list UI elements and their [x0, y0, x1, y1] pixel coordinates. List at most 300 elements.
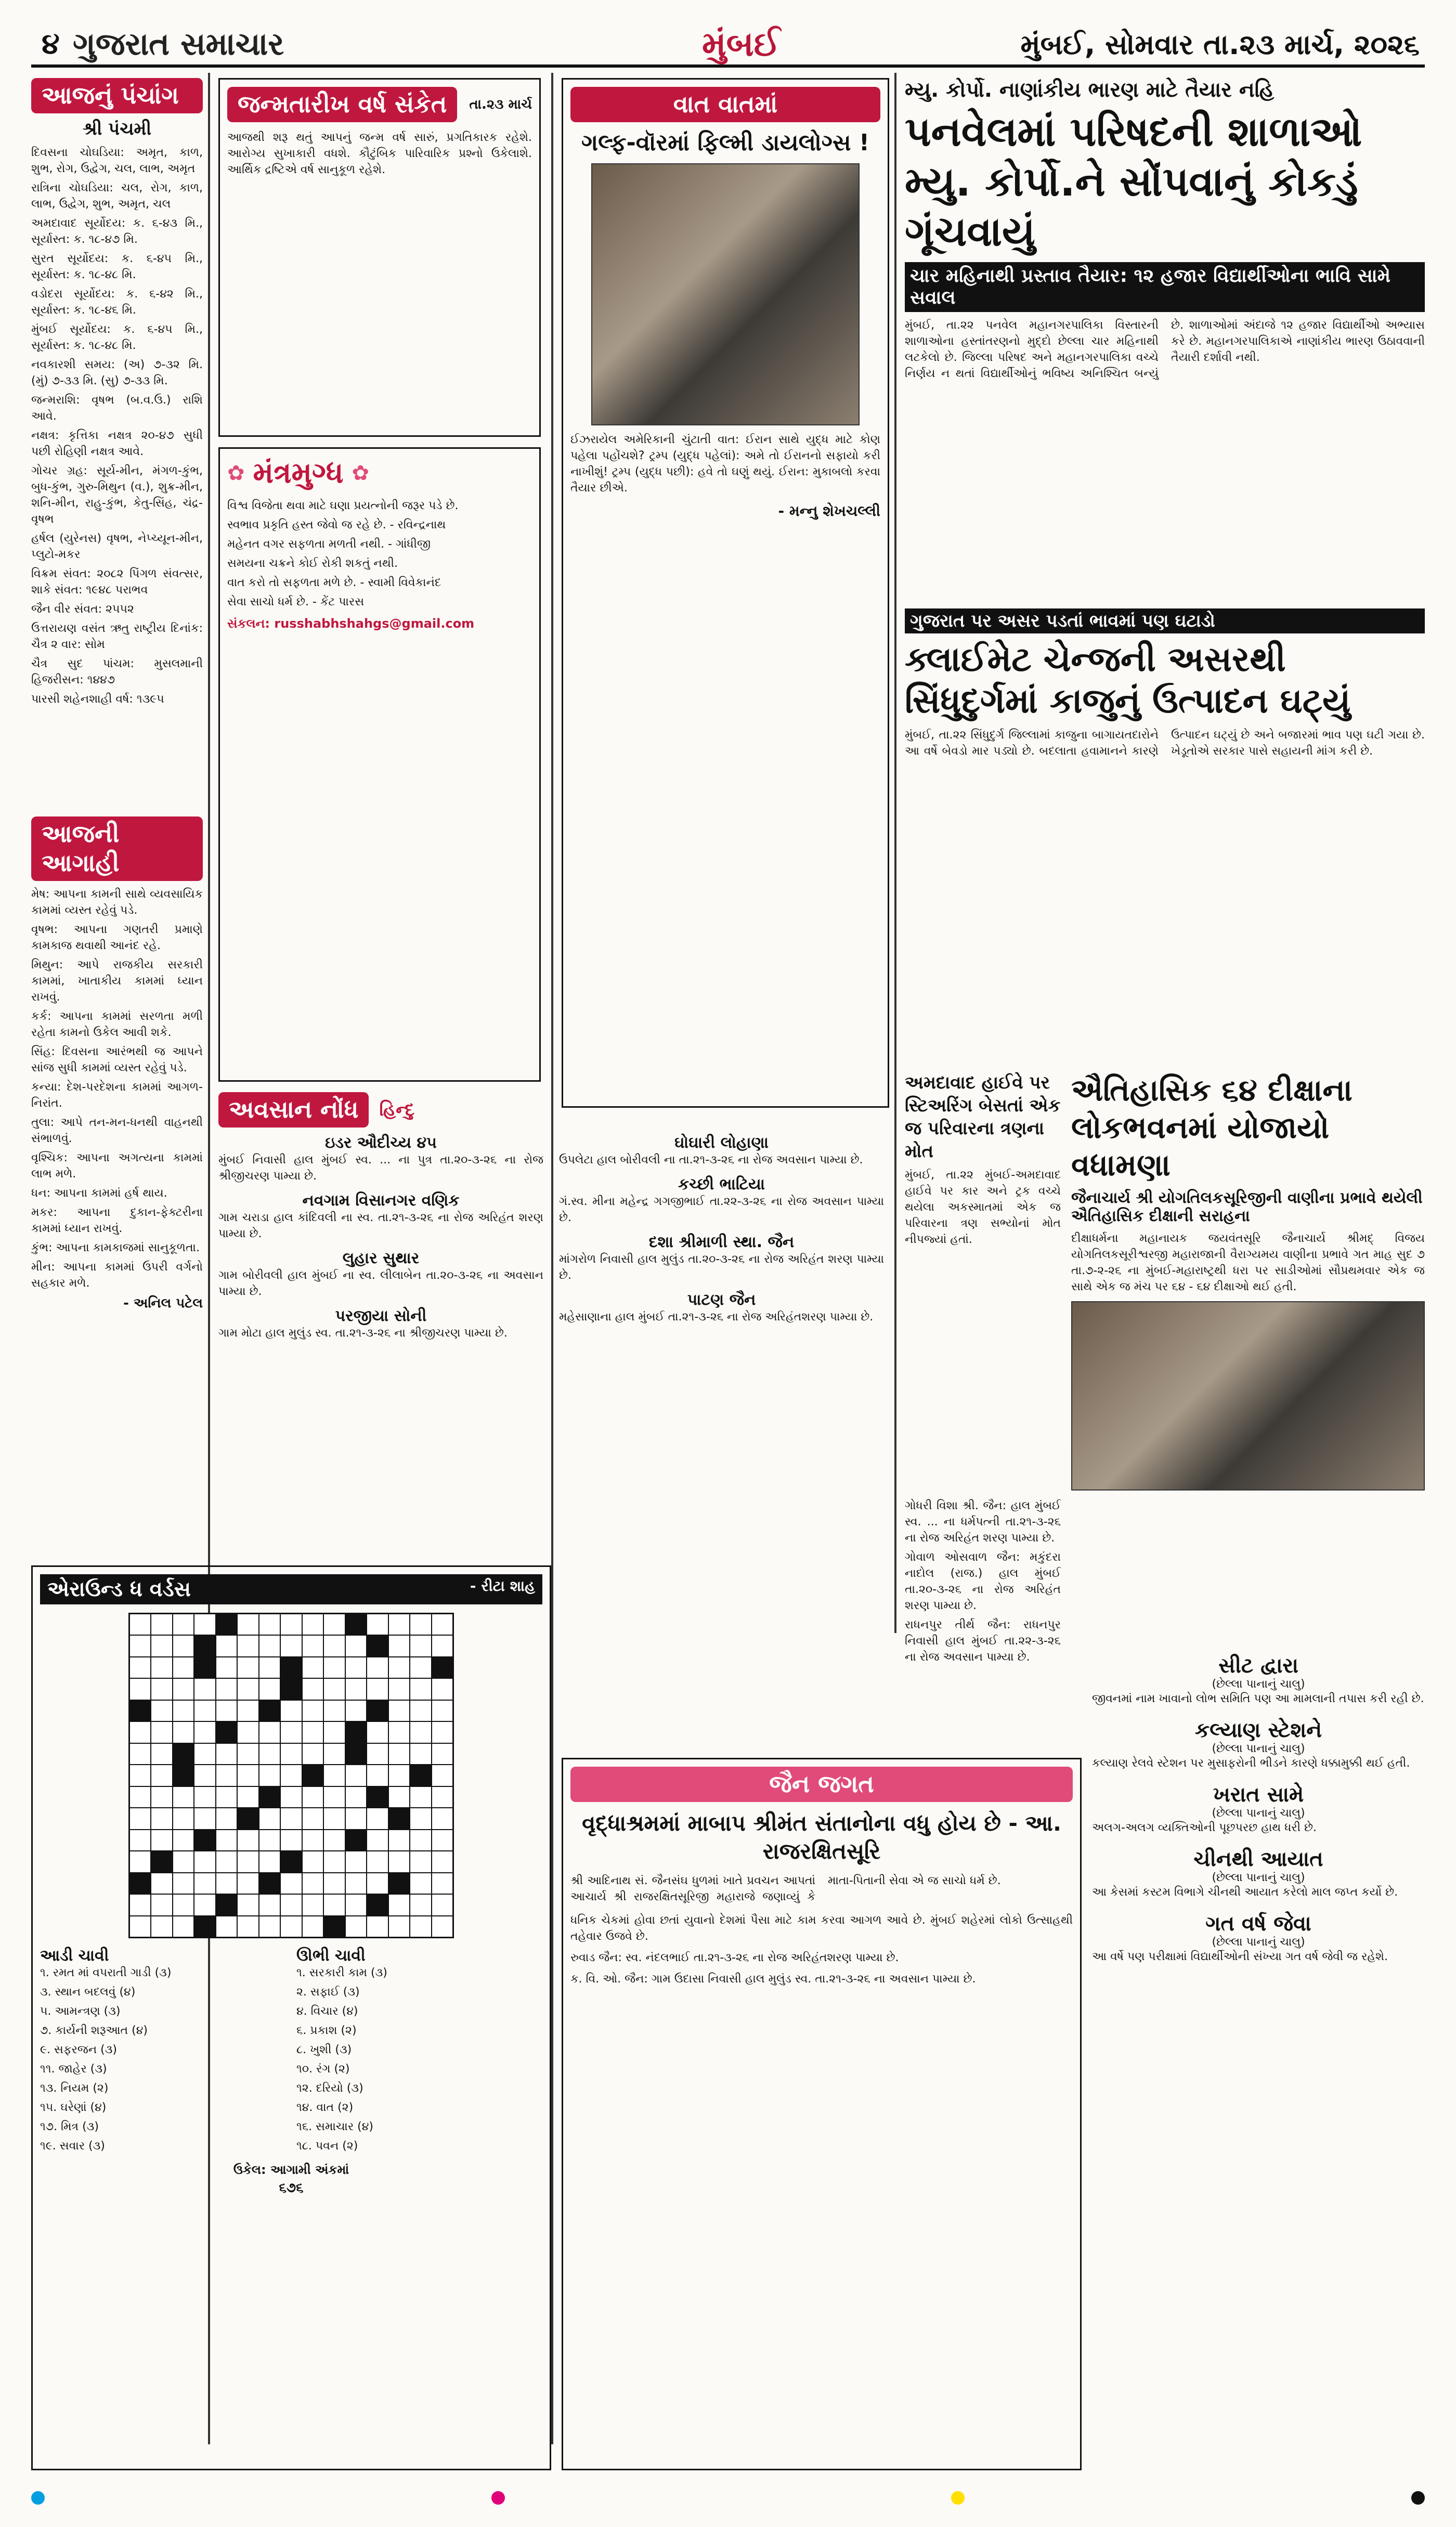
crossword-cell	[130, 1787, 150, 1807]
text-line: વાત કરો તો સફળતા મળે છે. - સ્વામી વિવેકાનંદ	[227, 576, 441, 589]
date-line: મુંબઈ, સોમવાર તા.૨૩ માર્ચ, ૨૦૨૬	[1020, 28, 1420, 61]
down-list	[296, 1965, 542, 2154]
short-stories-list	[1092, 1654, 1425, 1965]
crossword-block-cell	[130, 1701, 150, 1721]
crossword-cell	[281, 1701, 301, 1721]
crossword-cell	[303, 1636, 323, 1656]
main-story	[905, 78, 1425, 598]
crossword-cell	[346, 1657, 366, 1678]
birthday-section	[218, 78, 541, 437]
chitchat-text: ઈઝરાયેલ અમેરિકાની ચુંટાતી વાત: ઈરાન સાથે યુદ્ધ માટે કોણ પહેલા પહોંચશે? ટ્રમ્પ (યુદ્ધ પહેલાં): અમે તો ઈરાનનો સફાયો કરી નાખીશું! ટ્રમ્પ (યુદ્ધ પછી): હવે તો ઘણું થયું. ઈરાન: મુકાબલો કરવા તૈયાર છીએ.	[570, 433, 880, 495]
panchang-section	[31, 78, 203, 806]
obituary-text: ઉપલેટા હાલ બોરીવલી ના તા.૨૧-૩-૨૬ ના રોજ અવસાન પામ્યા છે.	[559, 1154, 863, 1167]
text-line: કર્ક: આપના કામમાં સરળતા મળી રહેતા કામનો ઉકેલ આવી શકે.	[31, 1010, 203, 1039]
crossword-cell	[324, 1636, 344, 1656]
obituary-name: પરજીયા સોની	[335, 1307, 427, 1325]
short-story-text: કલ્યાણ રેલવે સ્ટેશન પર મુસાફરોની ભીડને કારણે ધક્કામુક્કી થઈ હતી.	[1092, 1757, 1410, 1770]
crossword-block-cell	[346, 1722, 366, 1742]
crossword-block-cell	[367, 1895, 387, 1915]
main-story-headline: પનવેલમાં પરિષદની શાળાઓ મ્યુ. કોર્પો.ને સોંપવાનું કોકડું ગૂંચવાયું	[905, 109, 1362, 255]
crossword-cell	[216, 1701, 237, 1721]
crossword-block-cell	[410, 1765, 431, 1785]
crossword-cell	[432, 1701, 452, 1721]
crossword-cell	[173, 1722, 193, 1742]
crossword-cell	[216, 1657, 237, 1678]
crossword-cell	[281, 1895, 301, 1915]
text-line: મેષ: આપના કામની સાથે વ્યવસાયિક કામમાં વ્યસ્ત રહેવું પડે.	[31, 888, 203, 917]
crossword-cell	[151, 1916, 172, 1937]
crossword-cell	[238, 1636, 258, 1656]
text-line: પારસી શહેનશાહી વર્ષ: ૧૩૯૫	[31, 693, 164, 706]
crossword-author: - રીટા શાહ	[470, 1577, 535, 1595]
crossword-block-cell	[216, 1614, 237, 1635]
crossword-code: ૬૭૬	[279, 2180, 304, 2196]
crossword-cell	[238, 1830, 258, 1850]
crossword-block-cell	[130, 1873, 150, 1894]
text-line: ૧૦. રંગ (૨)	[296, 2063, 350, 2076]
crossword-cell	[259, 1916, 280, 1937]
text-line: વિશ્વ વિજેતા થવા માટે ઘણા પ્રયત્નોની જરૂર પડે છે.	[227, 499, 459, 512]
text-line: સ્વભાવ પ્રકૃતિ હસ્ત જેવો જ રહે છે. - રવિન્દ્રનાથ	[227, 519, 446, 532]
crossword-block-cell	[194, 1657, 215, 1678]
text-line: વિક્રમ સંવત: ૨૦૮૨ પિંગળ સંવત્સર, શાકે સંવત: ૧૯૪૮ પરાભવ	[31, 567, 203, 597]
birthday-title: જન્મતારીખ વર્ષ સંકેત	[227, 87, 457, 122]
crossword-cell	[410, 1701, 431, 1721]
crossword-block-cell	[303, 1765, 323, 1785]
crossword-cell	[173, 1851, 193, 1872]
obituary-text: મહેસાણાના હાલ મુંબઈ તા.૨૧-૩-૨૬ ના રોજ અરિહંતશરણ પામ્યા છે.	[559, 1311, 874, 1324]
obituary-text: ગં.સ્વ. મીના મહેન્દ્ર ગગજીભાઈ તા.૨૨-૩-૨૬ ના રોજ અવસાન પામ્યા છે.	[559, 1195, 884, 1224]
obituary-name: ઇડર ઔદીચ્ય ૪૫	[325, 1134, 437, 1152]
crossword-cell	[281, 1614, 301, 1635]
crossword-cell	[389, 1765, 409, 1785]
crossword-cell	[410, 1916, 431, 1937]
obituary-entry	[218, 1134, 543, 1184]
mantra-contact: સંકલન: russhabhshahgs@gmail.com	[227, 616, 475, 631]
text-line: ૧. સરકારી કામ (૩)	[296, 1966, 387, 1980]
text-line: ઉત્તરાયણ વસંત ઋતુ રાષ્ટ્રીય દિનાંક: ચૈત્ર ૨ વાર: સોમ	[31, 622, 203, 651]
crossword-cell	[410, 1851, 431, 1872]
short-story-title: ખરાત સામે	[1213, 1783, 1304, 1807]
crossword-cell	[367, 1614, 387, 1635]
panchang-title: આજનું પંચાંગ	[31, 78, 203, 113]
crossword-cell	[151, 1679, 172, 1699]
crossword-cell	[194, 1895, 215, 1915]
crossword-cell	[130, 1679, 150, 1699]
crossword-cell	[151, 1808, 172, 1829]
horoscope-section	[31, 817, 203, 1555]
crossword-cell	[367, 1830, 387, 1850]
misc-notice: ક. વિ. ઓ. જૈન: ગામ ઉદાસા નિવાસી હાલ મુલુંડ સ્વ. તા.૨૧-૩-૨૬ ના અવસાન પામ્યા છે.	[570, 1973, 976, 1986]
crossword-cell	[173, 1830, 193, 1850]
crossword-cell	[216, 1636, 237, 1656]
diksha-photo	[1071, 1301, 1425, 1491]
crossword-cell	[324, 1744, 344, 1764]
crossword-cell	[216, 1787, 237, 1807]
crossword-cell	[410, 1895, 431, 1915]
crossword-title: એરાઉન્ડ ધ વર્ડસ	[47, 1577, 191, 1601]
crossword-cell	[303, 1679, 323, 1699]
text-line: ૧૧. જાહેર (૩)	[40, 2063, 107, 2076]
crossword-cell	[130, 1657, 150, 1678]
obituary-entry	[559, 1134, 884, 1168]
crossword-cell	[410, 1657, 431, 1678]
crossword-cell	[303, 1895, 323, 1915]
crossword-cell	[432, 1808, 452, 1829]
crossword-cell	[367, 1851, 387, 1872]
black-dot-icon	[1411, 2491, 1425, 2505]
crossword-cell	[346, 1873, 366, 1894]
crossword-cell	[303, 1830, 323, 1850]
crossword-grid	[128, 1613, 454, 1938]
crossword-answer-line: ઉકેલ: આગામી અંકમાં	[233, 2162, 349, 2178]
text-line: વૃશ્ચિક: આપના અગત્યના કામમાં લાભ મળે.	[31, 1151, 203, 1181]
short-story-title: કલ્યાણ સ્ટેશને	[1194, 1718, 1322, 1742]
text-line: ગોચર ગ્રહ: સૂર્ય-મીન, મંગળ-કુંભ, બુધ-કુંભ, ગુરુ-મિથુન (વ.), શુક્ર-મીન, શનિ-મીન, રાહુ-કુંભ, કેતુ-સિંહ, ચંદ્ર-વૃષભ	[31, 464, 203, 526]
crossword-cell	[151, 1614, 172, 1635]
crossword-cell	[389, 1787, 409, 1807]
crossword-cell	[238, 1657, 258, 1678]
text-line: મકર: આપના દુકાન-ફેક્ટરીના કામમાં ધ્યાન રાખવું.	[31, 1206, 203, 1235]
crossword-cell	[151, 1895, 172, 1915]
main-story-subhead: ચાર મહિનાથી પ્રસ્તાવ તૈયાર: ૧૨ હજાર વિદ્યાર્થીઓના ભાવિ સામે સવાલ	[905, 262, 1425, 312]
short-story-sub: (છેલ્લા પાનાનું ચાલુ)	[1212, 1871, 1305, 1884]
short-story-sub: (છેલ્લા પાનાનું ચાલુ)	[1212, 1807, 1305, 1820]
crossword-block-cell	[173, 1765, 193, 1785]
cyan-dot-icon	[31, 2491, 45, 2505]
crossword-cell	[194, 1722, 215, 1742]
crossword-cell	[432, 1722, 452, 1742]
yellow-dot-icon	[951, 2491, 965, 2505]
crossword-cell	[410, 1722, 431, 1742]
crossword-cell	[259, 1722, 280, 1742]
diksha-headline: ઐતિહાસિક ૬૪ દીક્ષાના લોકભવનમાં યોજાયો વધામણા	[1071, 1072, 1353, 1183]
short-story-title: સીટ દ્વારા	[1218, 1654, 1298, 1678]
caricature-illustration	[591, 163, 860, 425]
column-divider	[894, 73, 896, 1633]
crossword-cell	[194, 1765, 215, 1785]
crossword-cell	[238, 1916, 258, 1937]
crossword-cell	[194, 1701, 215, 1721]
horoscope-title: આજની આગાહી	[31, 817, 203, 881]
chitchat-section	[562, 78, 889, 1108]
text-line: ૧૮. પવન (૨)	[296, 2140, 358, 2153]
crossword-section	[31, 1565, 551, 2470]
short-story-sub: (છેલ્લા પાનાનું ચાલુ)	[1212, 1678, 1305, 1691]
obituary-list	[218, 1134, 884, 1341]
crossword-cell	[173, 1679, 193, 1699]
crossword-block-cell	[238, 1808, 258, 1829]
text-line: ૯. સફરજન (૩)	[40, 2043, 117, 2057]
crossword-cell	[130, 1722, 150, 1742]
crossword-cell	[259, 1614, 280, 1635]
crossword-cell	[432, 1830, 452, 1850]
chitchat-byline: - મન્નુ શેખચલ્લી	[778, 502, 880, 520]
lotus-icon: ✿	[227, 461, 245, 485]
crossword-cell	[259, 1765, 280, 1785]
crossword-cell	[173, 1873, 193, 1894]
crossword-cell	[216, 1873, 237, 1894]
horoscope-lines	[31, 886, 203, 1291]
short-story	[1092, 1912, 1425, 1965]
text-line: ૧૭. મિત્ર (૩)	[40, 2120, 99, 2134]
crossword-cell	[151, 1787, 172, 1807]
chitchat-title: વાત વાતમાં	[570, 87, 880, 122]
crossword-cell	[389, 1679, 409, 1699]
text-line: દિવસના ચોઘડિયા: અમૃત, કાળ, શુભ, રોગ, ઉદ્વેગ, ચલ, લાભ, અમૃત	[31, 146, 203, 175]
crossword-cell	[346, 1765, 366, 1785]
panchang-lines	[31, 145, 203, 707]
lotus-icon: ✿	[352, 461, 369, 485]
crossword-block-cell	[216, 1722, 237, 1742]
text-line: અમદાવાદ સૂર્યોદય: ક. ૬-૪૩ મિ., સૂર્યાસ્ત: ક. ૧૮-૪૭ મિ.	[31, 217, 203, 246]
crossword-cell	[432, 1787, 452, 1807]
short-story	[1092, 1847, 1425, 1900]
crossword-cell	[410, 1614, 431, 1635]
text-line: ૬. પ્રકાશ (૨)	[296, 2024, 357, 2038]
crossword-cell	[432, 1679, 452, 1699]
obituary-name: દશા શ્રીમાળી સ્થા. જૈન	[648, 1233, 795, 1251]
crossword-cell	[303, 1873, 323, 1894]
crossword-cell	[194, 1744, 215, 1764]
crossword-block-cell	[346, 1614, 366, 1635]
short-story	[1092, 1654, 1425, 1707]
crossword-cell	[367, 1679, 387, 1699]
ahmedabad-headline: અમદાવાદ હાઈવે પર સ્ટિઅરિંગ બેસતાં એક જ પરિવારના ત્રણના મોત	[905, 1072, 1061, 1162]
diksha-text: દીક્ષાધર્મના મહાનાયક જયવંતસૂરિ જૈનાચાર્ય શ્રીમદ્ વિજય યોગતિલકસૂરીશ્વરજી મહારાજાની વૈરાગ્યમય વાણીના પ્રભાવે ગત માહ સુદ ૭ તા.૭-૨-૨૬ ના મુંબઈ-મહારાષ્ટ્રથી ધરા પર સાડીઓમાં સૌપ્રથમવાર એક જ સાથે એક જ મંચ પર ૬૪ - ૬૪ દીક્ષાઓ થઈ હતી.	[1071, 1232, 1425, 1293]
crossword-cell	[130, 1744, 150, 1764]
crossword-cell	[173, 1636, 193, 1656]
crossword-block-cell	[346, 1830, 366, 1850]
short-story-text: જીવનમાં નામ ખાવાનો લોભ સમિતિ પણ આ મામલાની તપાસ કરી રહી છે.	[1092, 1692, 1424, 1705]
text-line: નવકારશી સમય: (અ) ૭-૩૨ મિ. (મું) ૭-૩૩ મિ. (સુ) ૭-૩૩ મિ.	[31, 358, 203, 387]
crossword-cell	[130, 1916, 150, 1937]
crossword-cell	[432, 1614, 452, 1635]
crossword-cell	[367, 1808, 387, 1829]
crossword-block-cell	[324, 1916, 344, 1937]
obituary-entry	[559, 1233, 884, 1284]
crossword-cell	[324, 1873, 344, 1894]
text-line: નક્ષત્ર: કૃત્તિકા નક્ષત્ર ૨૦-૪૭ સુધી પછી રોહિણી નક્ષત્ર આવે.	[31, 429, 203, 458]
crossword-cell	[303, 1614, 323, 1635]
crossword-cell	[346, 1851, 366, 1872]
jain-text: શ્રી આદિનાથ સં. જૈનસંઘ ધુળમાં ખાતે પ્રવચન આપતાં આચાર્ય શ્રી રાજરક્ષિતસૂરિજી મહારાજે જણાવ્યું કે માતા-પિતાની સેવા એ જ સાચો ધર્મ છે.	[570, 1874, 1001, 1903]
text-line: સેવા સાચો ધર્મ છે. - કેંટ પારસ	[227, 595, 365, 608]
crossword-cell	[173, 1657, 193, 1678]
crossword-cell	[324, 1679, 344, 1699]
text-line: ૧૩. નિયમ (૨)	[40, 2082, 109, 2095]
crossword-block-cell	[432, 1657, 452, 1678]
text-line: ૧૬. સમાચાર (૪)	[296, 2120, 373, 2134]
crossword-cell	[324, 1765, 344, 1785]
masthead	[31, 21, 1425, 68]
newspaper-brand: ગુજરાત સમાચાર	[73, 26, 284, 62]
crossword-cell	[432, 1765, 452, 1785]
crossword-cell	[173, 1787, 193, 1807]
obituary-title: અવસાન નોંધ	[218, 1092, 369, 1128]
crossword-cell	[346, 1679, 366, 1699]
crossword-cell	[410, 1679, 431, 1699]
short-story	[1092, 1718, 1425, 1771]
crossword-cell	[367, 1722, 387, 1742]
jain-section	[562, 1758, 1082, 2470]
obituary-entry	[218, 1249, 543, 1300]
text-line: તુલા: આપે તન-મન-ધનથી વાહનથી સંભાળવું.	[31, 1116, 203, 1145]
obituary-text: ગામ મોટા હાલ મુલુંડ સ્વ. તા.૨૧-૩-૨૬ ના શ્રીજીચરણ પામ્યા છે.	[218, 1327, 508, 1340]
ahmedabad-text: મુંબઈ, તા.૨૨ મુંબઈ-અમદાવાદ હાઈવે પર કાર અને ટ્રક વચ્ચે થયેલા અકસ્માતમાં એક જ પરિવારના ત્રણ સભ્યોનાં મોત નીપજ્યાં હતાં.	[905, 1169, 1061, 1246]
crossword-cell	[194, 1873, 215, 1894]
crossword-cell	[281, 1787, 301, 1807]
crossword-block-cell	[389, 1808, 409, 1829]
obituary-community: હિન્દુ	[379, 1099, 415, 1120]
crossword-cell	[324, 1701, 344, 1721]
text-line: કુંભ: આપના કામકાજમાં સાનુકૂળતા.	[31, 1241, 200, 1254]
obituary-name: લુહાર સુથાર	[342, 1249, 420, 1267]
crossword-cell	[389, 1830, 409, 1850]
crossword-cell	[389, 1722, 409, 1742]
crossword-cell	[238, 1701, 258, 1721]
text-line: ૫. આમન્ત્રણ (૩)	[40, 2005, 121, 2018]
crossword-cell	[173, 1614, 193, 1635]
crossword-cell	[367, 1657, 387, 1678]
crossword-cell	[303, 1657, 323, 1678]
crossword-cell	[410, 1808, 431, 1829]
crossword-cell	[324, 1722, 344, 1742]
obituary-name: કચ્છી ભાટિયા	[678, 1175, 765, 1194]
down-clues	[296, 1947, 542, 2157]
text-line: જન્મરાશિ: વૃષભ (બ.વ.ઉ.) રાશિ આવે.	[31, 394, 203, 423]
across-clues	[40, 1947, 286, 2157]
city-label: મુંબઈ	[702, 24, 781, 64]
diksha-subhead: જૈનાચાર્ય શ્રી યોગતિલકસૂરિજીની વાણીના પ્રભાવે થયેલી ઐતિહાસિક દીક્ષાની સરાહના	[1071, 1189, 1423, 1225]
crossword-cell	[151, 1701, 172, 1721]
crossword-cell	[216, 1916, 237, 1937]
crossword-block-cell	[194, 1830, 215, 1850]
crossword-cell	[324, 1830, 344, 1850]
text-line: ૧. રમત માં વપરાતી ગાડી (૩)	[40, 1966, 172, 1980]
crossword-cell	[389, 1744, 409, 1764]
crossword-cell	[324, 1851, 344, 1872]
short-story	[1092, 1783, 1425, 1836]
crossword-cell	[238, 1679, 258, 1699]
crossword-cell	[130, 1808, 150, 1829]
across-title: આડી ચાવી	[40, 1947, 109, 1965]
crossword-cell	[389, 1701, 409, 1721]
misc-notice: રાધનપુર તીર્થ જૈન: રાધનપુર નિવાસી હાલ મુંબઈ તા.૨૨-૩-૨૬ ના રોજ અવસાન પામ્યા છે.	[905, 1618, 1061, 1664]
crossword-cell	[130, 1830, 150, 1850]
short-story-text: અલગ-અલગ વ્યક્તિઓની પૂછપરછ હાથ ધરી છે.	[1092, 1821, 1317, 1834]
crossword-cell	[367, 1744, 387, 1764]
crossword-cell	[303, 1744, 323, 1764]
text-line: મિથુન: આપે રાજકીય સરકારી કામમાં, ખાતાકીય કામમાં ધ્યાન રાખવું.	[31, 958, 203, 1004]
crossword-cell	[389, 1614, 409, 1635]
crossword-cell	[259, 1744, 280, 1764]
crossword-cell	[389, 1851, 409, 1872]
crossword-cell	[238, 1895, 258, 1915]
crossword-cell	[238, 1614, 258, 1635]
crossword-cell	[324, 1895, 344, 1915]
crossword-cell	[410, 1873, 431, 1894]
misc-notice: ગોવાળ ઓસવાળ જૈન: મકુંદરા નાદોલ (રાજ.) હાલ મુંબઈ તા.૨૦-૩-૨૬ ના રોજ અરિહંત શરણ પામ્યા છે.	[905, 1551, 1061, 1612]
text-line: રાત્રિના ચોઘડિયા: ચલ, રોગ, કાળ, લાભ, ઉદ્વેગ, શુભ, અમૃત, ચલ	[31, 182, 203, 211]
mantra-quotes	[227, 498, 532, 610]
crossword-cell	[281, 1808, 301, 1829]
crossword-cell	[281, 1916, 301, 1937]
main-story-text: મુંબઈ, તા.૨૨ પનવેલ મહાનગરપાલિકા વિસ્તારની શાળાઓના હસ્તાંતરણનો મુદ્દો છેલ્લા ચાર મહિનાથી લટકેલો છે. જિલ્લા પરિષદ અને મહાનગરપાલિકા વચ્ચે નિર્ણય ન થતાં વિદ્યાર્થીઓનું ભવિષ્ય અનિશ્ચિત બન્યું છે. શાળાઓમાં અંદાજે ૧૨ હજાર વિદ્યાર્થીઓ અભ્યાસ કરે છે. મહાનગરપાલિકાએ નાણાંકીય ભારણ ઉઠાવવાની તૈયારી દર્શાવી નથી.	[905, 319, 1425, 380]
crossword-cell	[259, 1851, 280, 1872]
crossword-cell	[346, 1787, 366, 1807]
crossword-block-cell	[151, 1851, 172, 1872]
crossword-cell	[410, 1830, 431, 1850]
obituary-text: મુંબઈ નિવાસી હાલ મુંબઈ સ્વ. ... ના પુત્ર તા.૨૦-૩-૨૬ ના રોજ શ્રીજીચરણ પામ્યા છે.	[218, 1154, 543, 1183]
short-story-sub: (છેલ્લા પાનાનું ચાલુ)	[1212, 1742, 1305, 1755]
misc-notice: ગોધરી વિશા શ્રી. જૈન: હાલ મુંબઈ સ્વ. ... ના ધર્મપત્ની તા.૨૧-૩-૨૬ ના રોજ અરિહંત શરણ પામ્યા છે.	[905, 1499, 1061, 1545]
crossword-cell	[259, 1679, 280, 1699]
text-line: મીન: આપના કામમાં ઉપરી વર્ગનો સહકાર મળે.	[31, 1261, 203, 1290]
horoscope-byline: - અનિલ પટેલ	[123, 1295, 203, 1311]
crossword-cell	[151, 1657, 172, 1678]
crossword-cell	[303, 1701, 323, 1721]
crossword-block-cell	[281, 1657, 301, 1678]
text-line: મુંબઈ સૂર્યોદય: ક. ૬-૪૫ મિ., સૂર્યાસ્ત: ક. ૧૮-૪૮ મિ.	[31, 323, 203, 352]
crossword-cell	[238, 1744, 258, 1764]
crossword-cell	[389, 1636, 409, 1656]
crossword-block-cell	[281, 1851, 301, 1872]
crossword-block-cell	[367, 1636, 387, 1656]
text-line: સુરત સૂર્યોદય: ક. ૬-૪૫ મિ., સૂર્યાસ્ત: ક. ૧૮-૪૮ મિ.	[31, 252, 203, 281]
crossword-cell	[173, 1701, 193, 1721]
text-line: ૨. સફાઈ (૩)	[296, 1986, 360, 1999]
misc-notices	[905, 1498, 1061, 1737]
crossword-cell	[367, 1873, 387, 1894]
crossword-cell	[324, 1787, 344, 1807]
crossword-block-cell	[216, 1895, 237, 1915]
crossword-cell	[281, 1873, 301, 1894]
crossword-cell	[410, 1744, 431, 1764]
crossword-cell	[259, 1895, 280, 1915]
crossword-cell	[194, 1614, 215, 1635]
crossword-cell	[259, 1636, 280, 1656]
text-line: વડોદરા સૂર્યોદય: ક. ૬-૪૨ મિ., સૂર્યાસ્ત: ક. ૧૮-૪૬ મિ.	[31, 288, 203, 317]
crossword-cell	[346, 1701, 366, 1721]
birthday-date: તા.૨૩ માર્ચ	[469, 96, 532, 112]
short-story-text: આ કેસમાં કસ્ટમ વિભાગે ચીનથી આયાત કરેલો માલ જપ્ત કર્યો છે.	[1092, 1886, 1398, 1899]
crossword-cell	[303, 1787, 323, 1807]
crossword-cell	[324, 1808, 344, 1829]
chitchat-headline: ગલ્ફ-વૉરમાં ફિલ્મી ડાયલોગ્સ !	[581, 129, 869, 156]
crossword-cell	[194, 1787, 215, 1807]
crossword-cell	[216, 1679, 237, 1699]
obituary-name: નવગામ વિસાનગર વણિક	[302, 1191, 460, 1210]
climate-headline: ક્લાઈમેટ ચેન્જની અસરથી સિંધુદુર્ગમાં કાજુનું ઉત્પાદન ઘટ્યું	[905, 639, 1351, 721]
crossword-block-cell	[367, 1787, 387, 1807]
crossword-cell	[303, 1722, 323, 1742]
text-line: ચૈત્ર સુદ પાંચમ: મુસલમાની હિજરીસન: ૧૪૪૭	[31, 657, 203, 686]
crossword-cell	[324, 1657, 344, 1678]
down-title: ઊભી ચાવી	[296, 1947, 366, 1965]
crossword-cell	[151, 1744, 172, 1764]
crossword-block-cell	[259, 1787, 280, 1807]
crossword-cell	[303, 1851, 323, 1872]
magenta-dot-icon	[491, 2491, 505, 2505]
crossword-cell	[303, 1808, 323, 1829]
crossword-cell	[281, 1636, 301, 1656]
crossword-cell	[367, 1765, 387, 1785]
crossword-cell	[389, 1895, 409, 1915]
crossword-cell	[238, 1722, 258, 1742]
ahmedabad-story	[905, 1071, 1061, 1487]
misc-notice: રુવાડ જૈન: સ્વ. નંદલભાઈ તા.૨૧-૩-૨૬ ના રોજ અરિહંતશરણ પામ્યા છે.	[570, 1951, 899, 1964]
